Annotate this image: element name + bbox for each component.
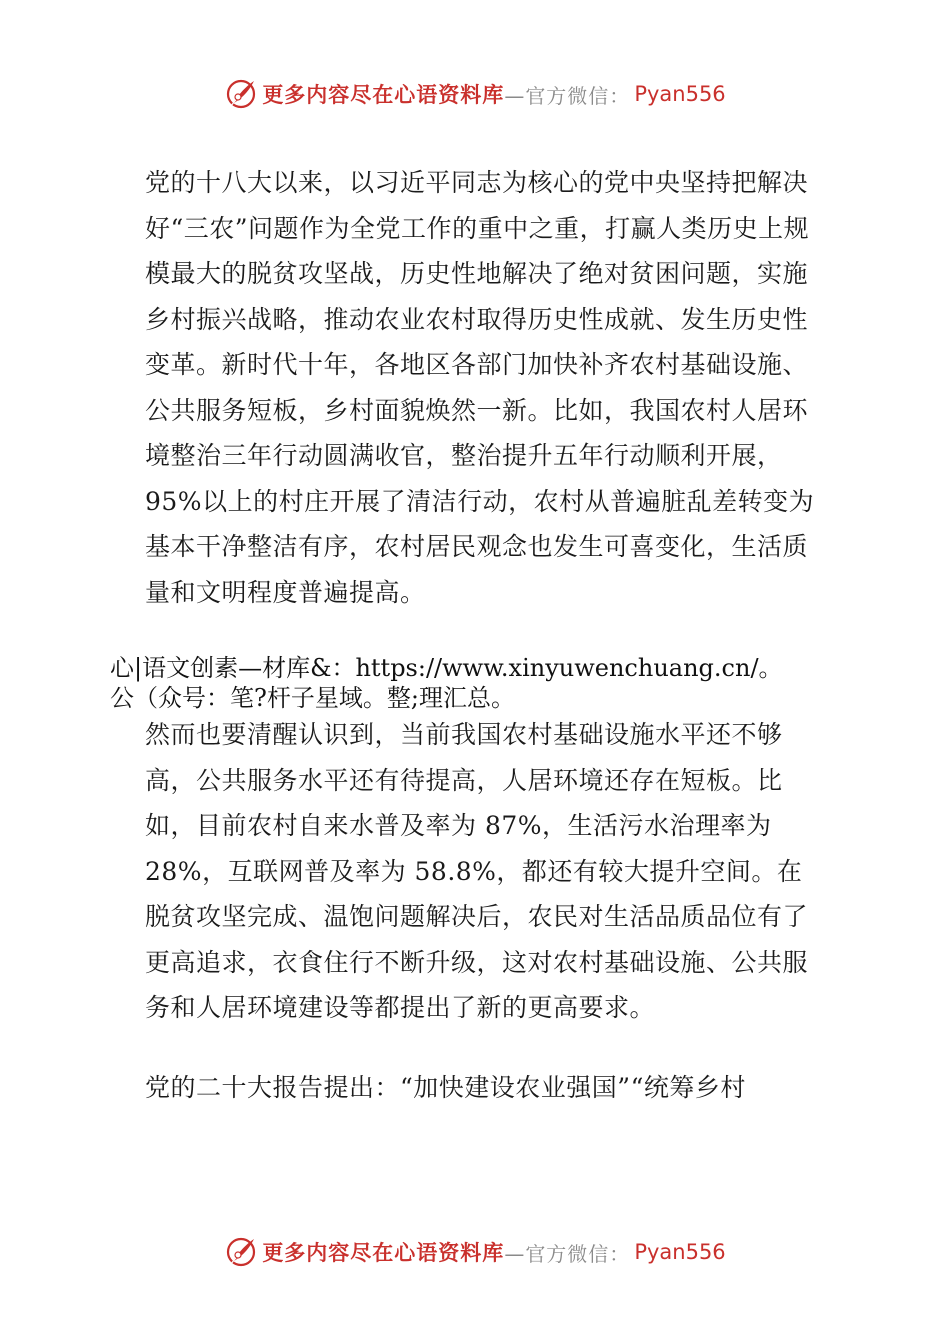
header-official-label: —官方微信： bbox=[504, 83, 631, 108]
paragraph-2: 然而也要清醒认识到，当前我国农村基础设施水平还不够高，公共服务水平还有待提高，人居环境还存在短板。比如，目前农村自来水普及率为 87%，生活污水治理率为 28%，互联网普及率为 58.8%，都还有较大提升空间。在脱贫攻坚完成、温饱问题解决后，农民对生活品质品位有了更高追求，衣食住行不断升级，这对农村基础设施、公共服务和人居环境建设等都提出了新的更高要求。 bbox=[145, 720, 809, 1022]
feather-pen-logo-icon bbox=[224, 77, 258, 111]
watermark-line-1: 心|语文创素—材库&：https://www.xinyuwenchuang.cn/。 bbox=[110, 654, 783, 682]
footer-wechat-id: Pyan556 bbox=[634, 1240, 726, 1264]
footer-brand: 更多内容尽在心语资料库 bbox=[262, 1241, 505, 1265]
paragraph-1: 党的十八大以来，以习近平同志为核心的党中央坚持把解决好“三农”问题作为全党工作的重中之重，打赢人类历史上规模最大的脱贫攻坚战，历史性地解决了绝对贫困问题，实施乡村振兴战略，推动农业农村取得历史性成就、发生历史性变革。新时代十年，各地区各部门加快补齐农村基础设施、公共服务短板，乡村面貌焕然一新。比如，我国农村人居环境整治三年行动圆满收官，整治提升五年行动顺利开展，95%以上的村庄开展了清洁行动，农村从普遍脏乱差转变为基本干净整洁有序，农村居民观念也发生可喜变化，生活质量和文明程度普遍提高。 bbox=[145, 168, 815, 607]
header-brand: 更多内容尽在心语资料库 bbox=[262, 83, 505, 107]
feather-pen-logo-icon bbox=[224, 1235, 258, 1269]
header-banner bbox=[0, 72, 950, 116]
paragraph-3: 党的二十大报告提出：“加快建设农业强国”“统筹乡村 bbox=[145, 1073, 746, 1102]
watermark-line-2: 公（众号：笔?杆子星域。整;理汇总。 bbox=[110, 684, 515, 712]
footer-official-label: —官方微信： bbox=[504, 1241, 631, 1266]
header-wechat-id: Pyan556 bbox=[634, 82, 726, 106]
footer-banner bbox=[0, 1230, 950, 1274]
